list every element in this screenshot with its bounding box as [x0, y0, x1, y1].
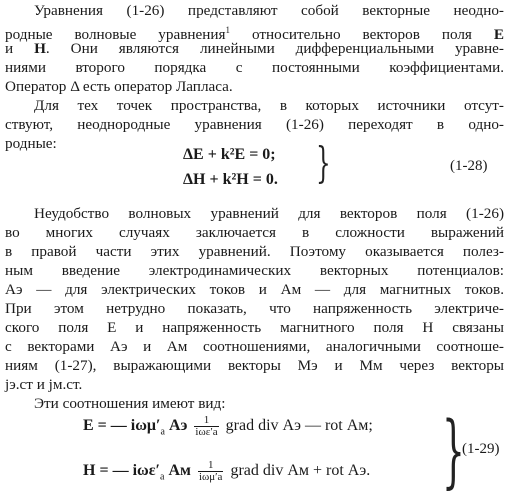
p2-line-2: ствуют, неоднородные уравнения (1-26) переходят в одно-	[5, 116, 504, 133]
eq29-line-1	[83, 415, 373, 442]
eq29-l2-frac-num: 1	[198, 460, 223, 472]
p3-line-8: с векторами Аэ и Ам соотношениями, аналогичными соотноше-	[5, 338, 504, 355]
p1-line-2-b: относительно векторов поля	[230, 26, 494, 43]
eq29-l2-rhs: grad div Ам + rot Аэ.	[230, 462, 371, 480]
p1-line-3-a: и	[5, 40, 35, 57]
eq29-l1-frac	[194, 415, 218, 438]
eq29-line-2	[83, 460, 370, 487]
p3-line-9: ниям (1-27), выражающими векторы Мэ и Мм через векторы	[5, 357, 504, 374]
p1-line-3-b: . Они являются линейными дифференциальными уравне-	[45, 40, 504, 57]
eq29-l2-frac-den: iωμ′а	[198, 471, 223, 483]
p2-line-1: Для тех точек пространства, в которых источники отсут-	[34, 97, 504, 114]
eq29-l2-vec: Ам	[168, 462, 191, 480]
vector-E: E	[493, 26, 504, 43]
eq29-l1-frac-num: 1	[194, 415, 218, 427]
p3-line-3: в правой части этих уравнений. Поэтому оказывается полез-	[5, 243, 504, 260]
eq28-line-2: ΔH + k²H = 0.	[183, 171, 278, 188]
p3-line-6: При этом нетрудно показать, что напряженность электриче-	[5, 300, 504, 317]
eq29-l1-frac-den: iωε′а	[195, 426, 218, 438]
p3-line-7: ского поля E и напряженность магнитного поля H связаны	[5, 319, 504, 336]
eq29-l2-lhs: H = — iωε′	[83, 462, 161, 480]
eq29-l1-rhs: grad div Аэ — rot Ам;	[225, 417, 373, 435]
eq29-l1-sub: а	[160, 426, 165, 438]
eq29-l2-frac	[198, 460, 223, 483]
eq29-l1-vec: Аэ	[168, 417, 188, 435]
p1-line-5: Оператор Δ есть оператор Лапласа.	[5, 78, 233, 95]
eq28-number: (1-28)	[450, 158, 488, 174]
p3-line-5: Аэ — для электрических токов и Ам — для магнитных токов.	[5, 281, 504, 298]
eq29-brace: }	[441, 404, 465, 497]
eq28-line-1: ΔE + k²E = 0;	[183, 146, 276, 163]
p1-line-2-a: родные волновые уравнения	[5, 26, 226, 43]
eq29-number: (1-29)	[462, 441, 500, 457]
p3-line-10: jэ.ст и jм.ст.	[5, 376, 83, 393]
p3-line-4: ным введение электродинамических векторных потенциалов:	[5, 262, 504, 279]
footnote-mark: 1	[225, 25, 231, 35]
p3-line-1: Неудобство волновых уравнений для векторов поля (1-26)	[34, 205, 504, 222]
vector-H: H	[34, 40, 46, 57]
p4-line-1: Эти соотношения имеют вид:	[34, 395, 226, 412]
p1-line-1: Уравнения (1-26) представляют собой векторные неодно-	[34, 2, 504, 19]
eq28-brace: }	[316, 138, 331, 187]
eq29-l2-sub: а	[160, 471, 165, 483]
p2-line-3: родные:	[5, 135, 57, 152]
eq29-l1-lhs: E = — iωμ′	[83, 417, 161, 435]
p1-line-3	[5, 40, 504, 58]
p3-line-2: во многих случаях заключается в сложности выражений	[5, 224, 504, 241]
p1-line-4: ниями второго порядка с постоянными коэффициентами.	[5, 59, 504, 76]
